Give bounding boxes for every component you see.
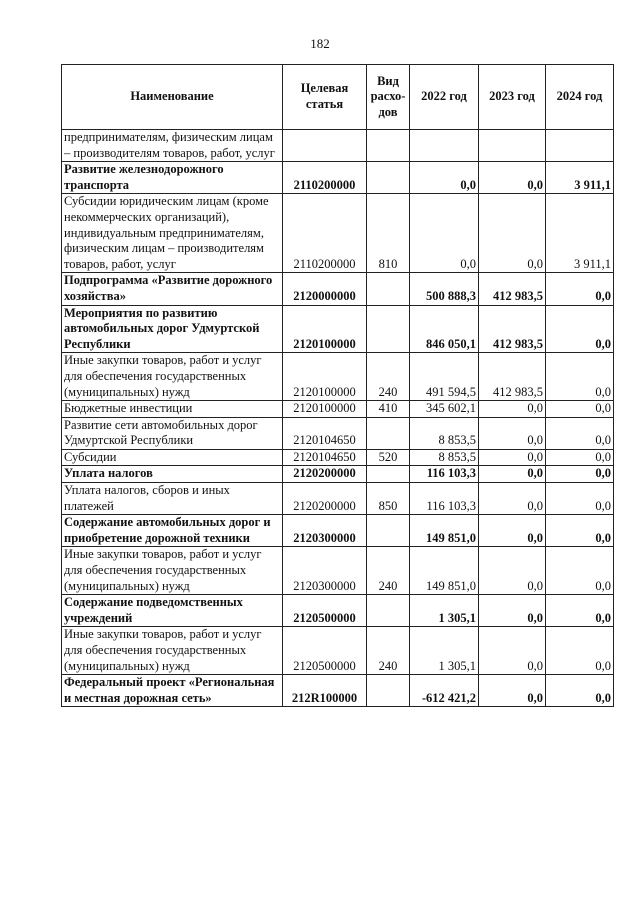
cell-2024: 0,0 [546,401,614,418]
cell-kind [367,305,410,353]
cell-2022: 1 305,1 [410,595,479,627]
header-name: Наименование [62,65,283,130]
cell-2024: 0,0 [546,353,614,401]
cell-name: Содержание подведомственных учреждений [62,595,283,627]
cell-2023: 0,0 [479,417,546,449]
cell-kind: 240 [367,547,410,595]
cell-name: Бюджетные инвестиции [62,401,283,418]
cell-code [283,130,367,162]
cell-code: 2120104650 [283,449,367,466]
cell-2024: 0,0 [546,595,614,627]
cell-2024: 0,0 [546,466,614,483]
cell-code: 2120500000 [283,595,367,627]
cell-code: 2110200000 [283,194,367,273]
cell-2022: 491 594,5 [410,353,479,401]
cell-2023: 0,0 [479,675,546,707]
cell-2022 [410,130,479,162]
cell-2023: 0,0 [479,401,546,418]
cell-code: 2120104650 [283,417,367,449]
cell-kind [367,273,410,305]
cell-kind [367,130,410,162]
cell-2022: 116 103,3 [410,483,479,515]
cell-code: 2110200000 [283,162,367,194]
cell-kind: 810 [367,194,410,273]
table-row [62,483,614,515]
cell-2023: 412 983,5 [479,353,546,401]
cell-2022: 0,0 [410,162,479,194]
cell-2022: 8 853,5 [410,417,479,449]
cell-name: Уплата налогов [62,466,283,483]
cell-2022: -612 421,2 [410,675,479,707]
cell-2024: 0,0 [546,547,614,595]
table-row [62,547,614,595]
cell-kind [367,417,410,449]
cell-2023: 0,0 [479,466,546,483]
cell-2023: 0,0 [479,449,546,466]
cell-2022: 1 305,1 [410,627,479,675]
cell-name: Федеральный проект «Региональная и местная дорожная сеть» [62,675,283,707]
cell-2024: 0,0 [546,675,614,707]
cell-code: 2120100000 [283,401,367,418]
table-row [62,417,614,449]
cell-code: 2120300000 [283,547,367,595]
cell-kind [367,515,410,547]
cell-name: Подпрограмма «Развитие дорожного хозяйства» [62,273,283,305]
cell-code: 2120200000 [283,483,367,515]
cell-2023: 0,0 [479,162,546,194]
cell-code: 2120100000 [283,353,367,401]
table-row [62,675,614,707]
header-2022: 2022 год [410,65,479,130]
table-row [62,130,614,162]
table-row [62,449,614,466]
cell-2024: 0,0 [546,483,614,515]
table-row [62,273,614,305]
cell-2022: 0,0 [410,194,479,273]
cell-code: 212R100000 [283,675,367,707]
cell-2024 [546,130,614,162]
table-header-row [62,65,614,130]
cell-2023: 0,0 [479,627,546,675]
cell-name: Уплата налогов, сборов и иных платежей [62,483,283,515]
cell-name: Мероприятия по развитию автомобильных дорог Удмуртской Республики [62,305,283,353]
cell-name: предпринимателям, физическим лицам – производителям товаров, работ, услуг [62,130,283,162]
cell-2023: 0,0 [479,194,546,273]
header-2024: 2024 год [546,65,614,130]
cell-2022: 500 888,3 [410,273,479,305]
table-row [62,162,614,194]
cell-2024: 3 911,1 [546,194,614,273]
cell-kind [367,162,410,194]
budget-table [61,64,614,707]
table-row [62,305,614,353]
table-row [62,627,614,675]
cell-code: 2120000000 [283,273,367,305]
cell-name: Иные закупки товаров, работ и услуг для обеспечения государственных (муниципальных) нужд [62,627,283,675]
cell-2023 [479,130,546,162]
cell-2022: 846 050,1 [410,305,479,353]
cell-code: 2120100000 [283,305,367,353]
table-row [62,401,614,418]
cell-2022: 345 602,1 [410,401,479,418]
cell-code: 2120200000 [283,466,367,483]
table-row [62,353,614,401]
cell-2023: 0,0 [479,483,546,515]
cell-name: Иные закупки товаров, работ и услуг для обеспечения государственных (муниципальных) нужд [62,353,283,401]
cell-2024: 0,0 [546,417,614,449]
cell-2023: 0,0 [479,547,546,595]
cell-kind [367,675,410,707]
cell-kind [367,595,410,627]
table-row [62,466,614,483]
header-kind: Вид расхо-дов [367,65,410,130]
cell-2024: 0,0 [546,273,614,305]
cell-2022: 149 851,0 [410,515,479,547]
cell-name: Иные закупки товаров, работ и услуг для обеспечения государственных (муниципальных) нужд [62,547,283,595]
cell-kind: 410 [367,401,410,418]
cell-kind: 240 [367,627,410,675]
cell-name: Развитие железнодорожного транспорта [62,162,283,194]
header-code: Целевая статья [283,65,367,130]
table-row [62,595,614,627]
table-row [62,194,614,273]
cell-kind: 850 [367,483,410,515]
page-number: 182 [310,36,330,51]
cell-2022: 149 851,0 [410,547,479,595]
cell-2022: 116 103,3 [410,466,479,483]
header-2023: 2023 год [479,65,546,130]
cell-2023: 0,0 [479,515,546,547]
cell-2024: 0,0 [546,305,614,353]
cell-2024: 0,0 [546,449,614,466]
cell-2023: 412 983,5 [479,273,546,305]
cell-name: Субсидии юридическим лицам (кроме некоммерческих организаций), индивидуальным предпринимателям, физическим лицам – производителям товаров, работ, услуг [62,194,283,273]
cell-name: Содержание автомобильных дорог и приобретение дорожной техники [62,515,283,547]
cell-2023: 0,0 [479,595,546,627]
table-body [62,130,614,707]
cell-2024: 0,0 [546,515,614,547]
cell-kind: 520 [367,449,410,466]
cell-code: 2120500000 [283,627,367,675]
cell-name: Развитие сети автомобильных дорог Удмуртской Республики [62,417,283,449]
cell-2024: 0,0 [546,627,614,675]
cell-code: 2120300000 [283,515,367,547]
cell-2024: 3 911,1 [546,162,614,194]
cell-name: Субсидии [62,449,283,466]
table-row [62,515,614,547]
cell-kind: 240 [367,353,410,401]
cell-2023: 412 983,5 [479,305,546,353]
cell-2022: 8 853,5 [410,449,479,466]
cell-kind [367,466,410,483]
